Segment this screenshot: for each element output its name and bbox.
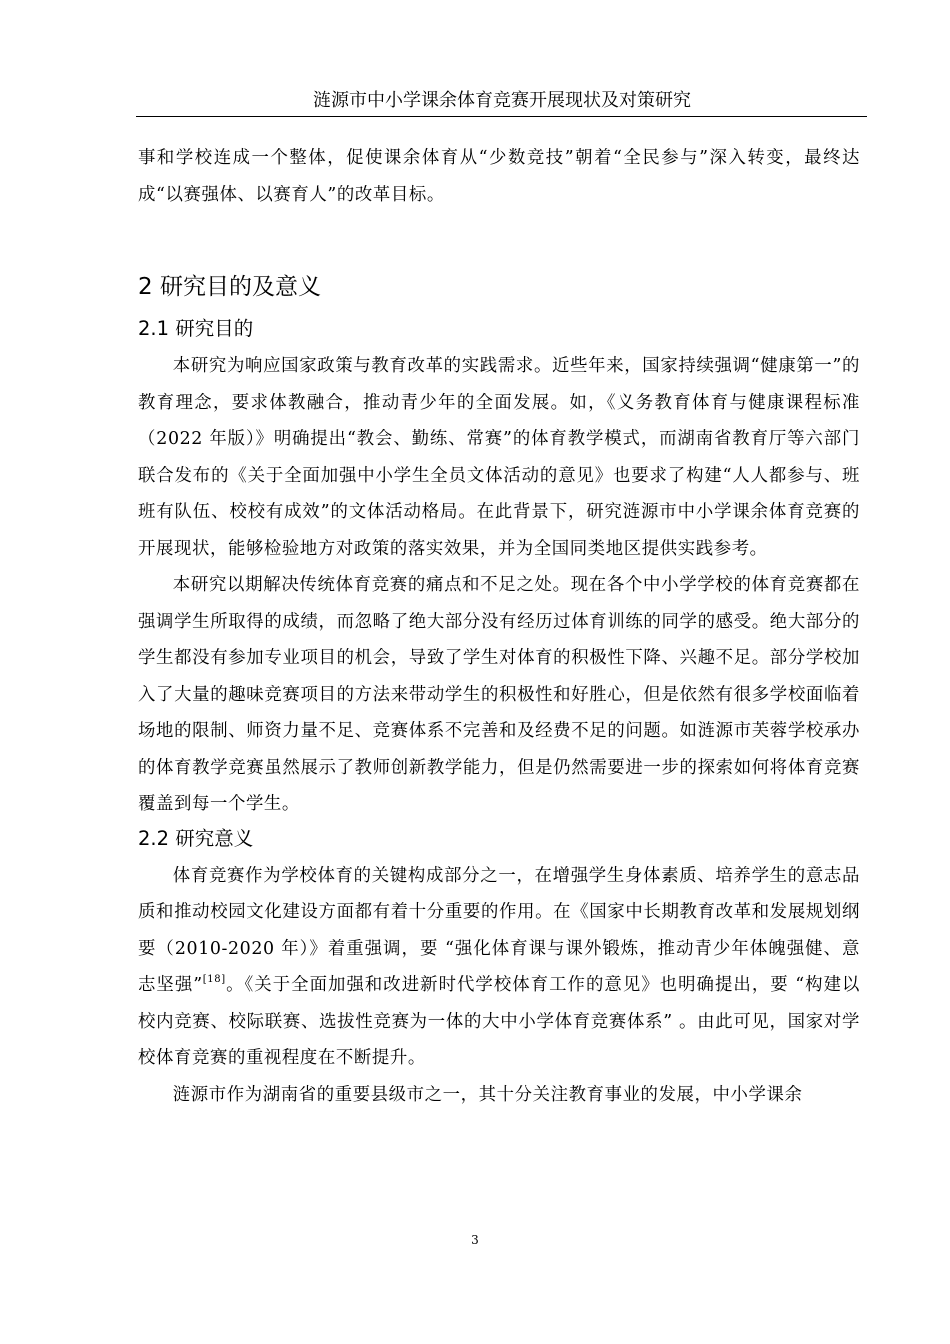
page-body [138, 140, 860, 1113]
subsection-heading-purpose: 2.1 研究目的 [138, 317, 254, 340]
running-header: 涟源市中小学课余体育竞赛开展现状及对策研究 [313, 90, 691, 111]
section-heading: 2 研究目的及意义 [138, 274, 321, 300]
body-paragraph: 涟源市作为湖南省的重要县级市之一，其十分关注教育事业的发展，中小学课余 [172, 1084, 803, 1105]
page-number: 3 [471, 1233, 479, 1247]
body-paragraph: 本研究以期解决传统体育竞赛的痛点和不足之处。现在各个中小学学校的体育竞赛都在强调学生所取得的成绩，而忽略了绝大部分没有经历过体育训练的同学的感受。绝大部分的学生都没有参加专业项目的机会，导致了学生对体育的积极性下降、兴趣不足。部分学校加入了大量的趣味竞赛项目的方法来带动学生的积极性和好胜心，但是依然有很多学校面临着场地的限制、师资力量不足、竞赛体系不完善和及经费不足的问题。如涟源市芙蓉学校承办的体育教学竞赛虽然展示了教师创新教学能力，但是仍然需要进一步的探索如何将体育竞赛覆盖到每一个学生。 [138, 575, 860, 814]
body-paragraph [138, 858, 860, 1077]
citation-ref: [18] [202, 974, 226, 985]
intro-paragraph: 事和学校连成一个整体，促使课余体育从“少数竞技”朝着“全民参与”深入转变，最终达成“以赛强体、以赛育人”的改革目标。 [138, 148, 860, 205]
header-rule [136, 116, 867, 117]
subsection-heading-significance: 2.2 研究意义 [138, 826, 254, 850]
body-paragraph: 本研究为响应国家政策与教育改革的实践需求。近些年来，国家持续强调“健康第一”的教育理念，要求体教融合，推动青少年的全面发展。如，《义务教育体育与健康课程标准（2022 年版）》明确提出“教会、勤练、常赛”的体育教学模式，而湖南省教育厅等六部门联合发布的《关于全面加强中小学生全员文体活动的意见》也要求了构建“人人都参与、班班有队伍、校校有成效”的文体活动格局。在此背景下，研究涟源市中小学课余体育竞赛的开展现状，能够检验地方对政策的落实效果，并为全国同类地区提供实践参考。 [138, 356, 860, 559]
paragraph-text: 。《关于全面加强和改进新时代学校体育工作的意见》也明确提出，要 “构建以校内竞赛、校际联赛、选拔性竞赛为一体的大中小学体育竞赛体系” 。由此可见，国家对学校体育竞赛的重视程度在不断提升。 [138, 975, 860, 1068]
paragraph-text: 体育竞赛作为学校体育的关键构成部分之一，在增强学生身体素质、培养学生的意志品质和推动校园文化建设方面都有着十分重要的作用。在《国家中长期教育改革和发展规划纲要（2010-2020 年）》着重强调，要 “强化体育课与课外锻炼，推动青少年体魄强健、意志坚强” [138, 865, 860, 995]
